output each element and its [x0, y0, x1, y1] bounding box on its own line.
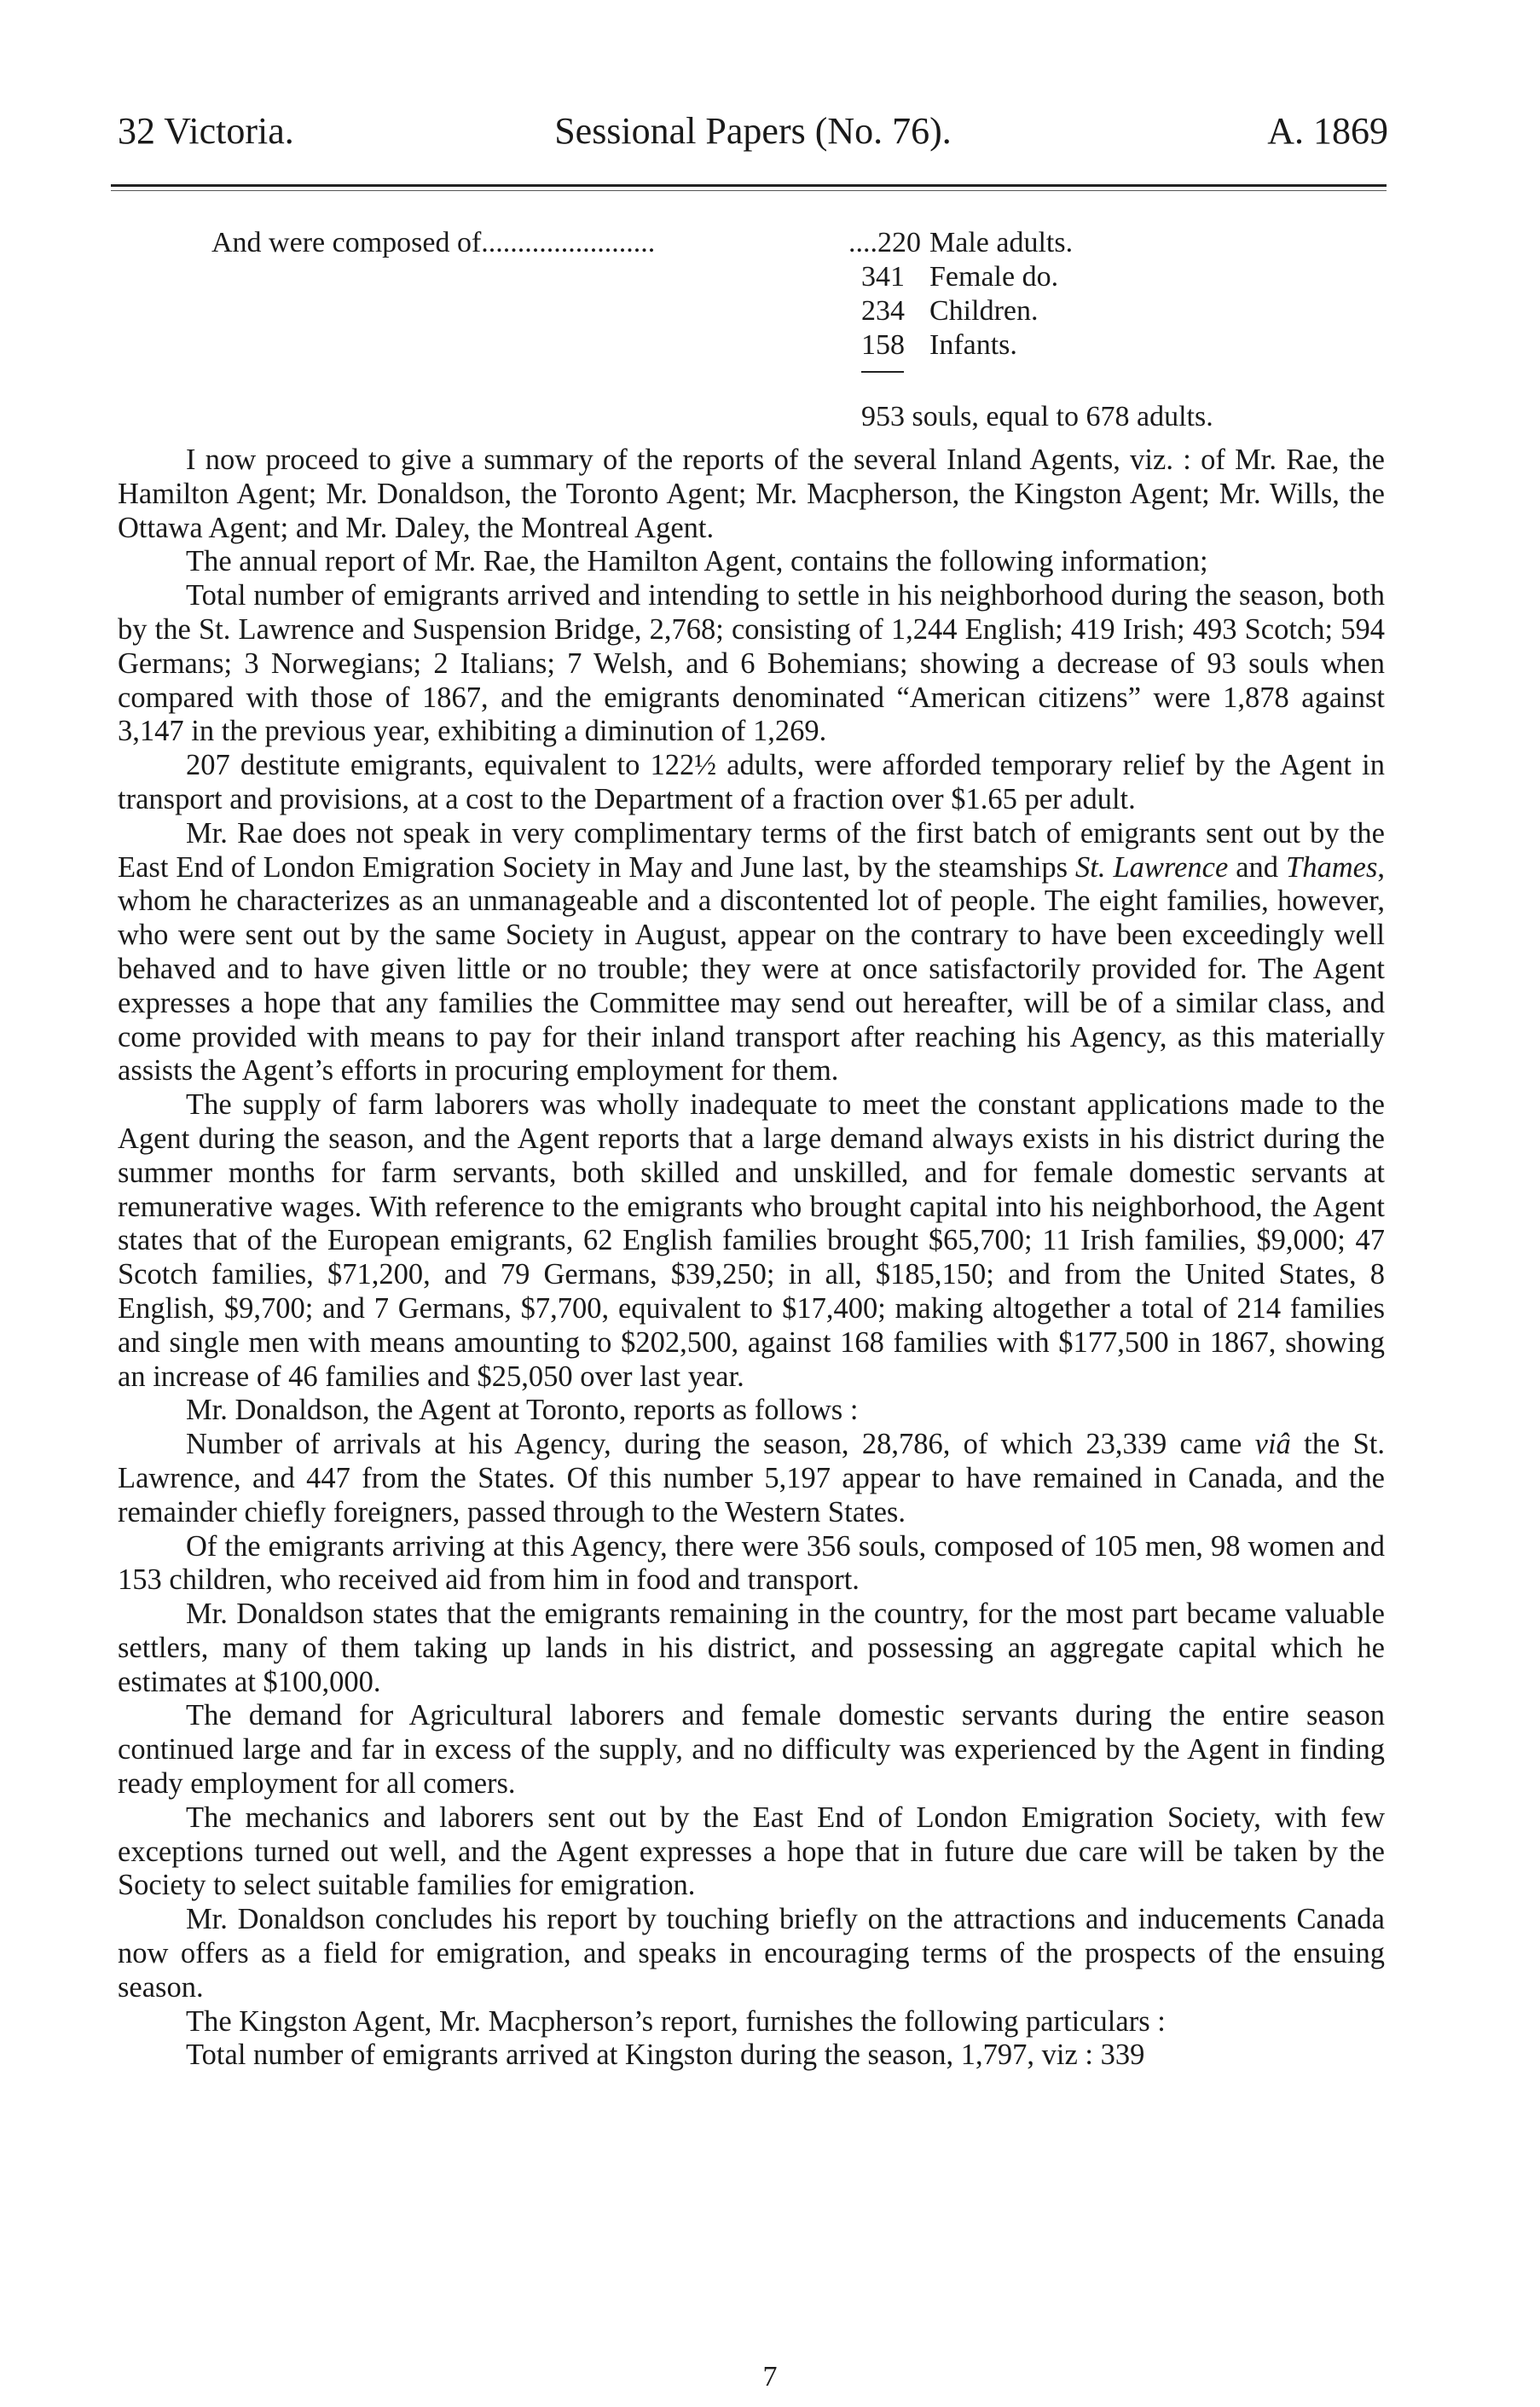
- paragraph: The demand for Agricultural laborers and female domestic servants during the entire season continued large and far in excess of the supply, and no difficulty was experienced by the Agent in finding ready employment for all comers.: [118, 1699, 1385, 1801]
- composition-label: Female do.: [929, 261, 1059, 293]
- sum-rule: [861, 371, 904, 373]
- paragraph: Mr. Donaldson states that the emigrants remaining in the country, for the most part became valuable settlers, many of them taking up lands in his district, and possessing an aggregate capital which he estimates at $100,000.: [118, 1598, 1385, 1698]
- paragraph: Of the emigrants arriving at this Agency, there were 356 souls, composed of 105 men, 98 women and 153 children, who received aid from him in food and transport.: [118, 1529, 1385, 1597]
- composition-total: 953 souls, equal to 678 adults.: [861, 401, 1213, 432]
- paragraph: Number of arrivals at his Agency, during the season, 28,786, of which 23,339 came viâ the St. Lawrence, and 447 from the States. Of this number 5,197 appear to have remained in Canada, and the remainder chiefly foreigners, passed through to the Western States.: [118, 1428, 1385, 1528]
- composition-lead: And were composed of........................: [211, 227, 656, 258]
- header-rule-thick: [111, 184, 1387, 187]
- composition-num: 234: [861, 295, 905, 327]
- header-title: Sessional Papers (No. 76).: [554, 110, 952, 152]
- paragraph: Mr. Donaldson concludes his report by touching briefly on the attractions and inducements Canada now offers as a field for emigration, and speaks in encouraging terms of the prospects of the ensuing season.: [118, 1903, 1385, 2004]
- header-reign: 32 Victoria.: [118, 110, 294, 152]
- header-rule-thin: [111, 190, 1387, 191]
- composition-label: Infants.: [929, 329, 1017, 361]
- paragraph: The supply of farm laborers was wholly inadequate to meet the constant applications made to the Agent during the season, and the Agent reports that a large demand always exists in his district during the summer months for farm servants, both skilled and unskilled, and for female domestic servants at remunerative wages. With reference to the emigrants who brought capital into his neighborhood, the Agent states that of the European emigrants, 62 English families brought $65,700; 11 Irish families, $9,000; 47 Scotch families, $71,200, and 79 Germans, $39,250; in all, $185,150; and from the United States, 8 English, $9,700; and 7 Germans, $7,700, equivalent to $17,400; making altogether a total of 214 families and single men with means amounting to $202,500, against 168 families with $177,500 in 1867, showing an increase of 46 families and $25,050 over last year.: [118, 1088, 1385, 1393]
- page-number: 7: [762, 2361, 778, 2392]
- paragraph: The annual report of Mr. Rae, the Hamilton Agent, contains the following information;: [186, 545, 1208, 578]
- paragraph: I now proceed to give a summary of the reports of the several Inland Agents, viz. : of Mr. Rae, the Hamilton Agent; Mr. Donaldson, the Toronto Agent; Mr. Macpherson, the Kingston Agent; Mr. Wills, the Ottawa Agent; and Mr. Daley, the Montreal Agent.: [118, 444, 1385, 544]
- page-header: [118, 109, 1388, 160]
- composition-num: 341: [861, 261, 905, 293]
- composition-num: 158: [861, 329, 905, 361]
- composition-label: Male adults.: [929, 227, 1074, 258]
- composition-label: Children.: [929, 295, 1039, 327]
- paragraph: Mr. Donaldson, the Agent at Toronto, reports as follows :: [186, 1394, 859, 1427]
- paragraph: The mechanics and laborers sent out by the East End of London Emigration Society, with few exceptions turned out well, and the Agent expresses a hope that in future due care will be taken by the Society to select suitable families for emigration.: [118, 1801, 1385, 1902]
- ship-name: St. Lawrence: [1075, 850, 1229, 884]
- paragraph: Total number of emigrants arrived at Kingston during the season, 1,797, viz : 339: [186, 2039, 1145, 2072]
- paragraph: Mr. Rae does not speak in very complimentary terms of the first batch of emigrants sent out by the East End of London Emigration Society in May and June last, by the steamships St. Lawrence and Thames, whom he characterizes as an unmanageable and a discontented lot of people. The eight families, however, who were sent out by the same Society in August, appear on the contrary to have been exceedingly well behaved and to have given little or no trouble; they were at once satisfactorily provided for. The Agent expresses a hope that any families the Committee may send out hereafter, will be of a similar class, and come provided with means to pay for their inland transport after reaching his Agency, as this materially assists the Agent’s efforts in procuring employment for them.: [118, 816, 1385, 1088]
- paragraph: The Kingston Agent, Mr. Macpherson’s report, furnishes the following particulars :: [186, 2004, 1166, 2038]
- header-year: A. 1869: [1267, 110, 1388, 152]
- composition-num: ....220: [848, 227, 921, 258]
- body-text: [118, 444, 1385, 2073]
- ship-name: Thames: [1286, 850, 1378, 884]
- paragraph: 207 destitute emigrants, equivalent to 122½ adults, were afforded temporary relief by the Agent in transport and provisions, at a cost to the Department of a fraction over $1.65 per adult.: [118, 749, 1385, 815]
- paragraph: Total number of emigrants arrived and intending to settle in his neighborhood during the season, both by the St. Lawrence and Suspension Bridge, 2,768; consisting of 1,244 English; 419 Irish; 493 Scotch; 594 Germans; 3 Norwegians; 2 Italians; 7 Welsh, and 6 Bohemians; showing a decrease of 93 souls when compared with those of 1867, and the emigrants denominated “American citizens” were 1,878 against 3,147 in the previous year, exhibiting a diminution of 1,269.: [118, 579, 1385, 748]
